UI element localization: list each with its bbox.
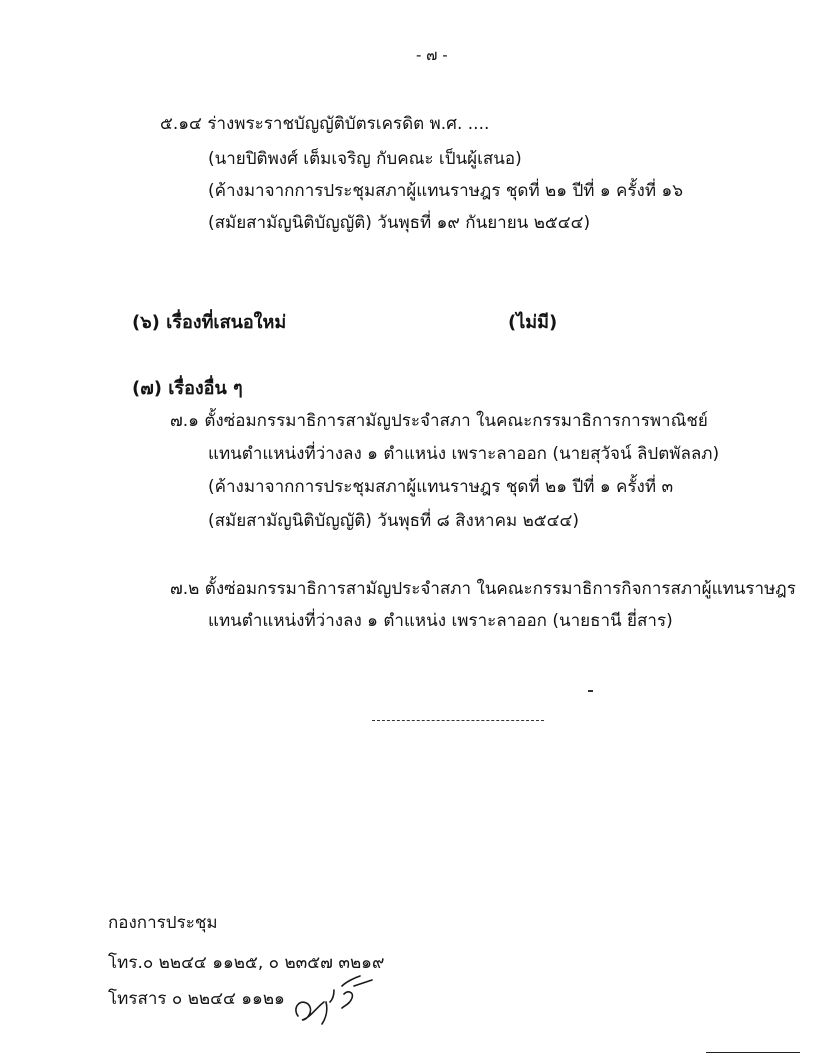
separator-line [372,720,544,721]
item-5-14-proposer: (นายปิติพงศ์ เต็มเจริญ กับคณะ เป็นผู้เสนอ) [208,149,522,169]
item-7-2-title: ๗.๒ ตั้งซ่อมกรรมาธิการสามัญประจำสภา ในคณะกรรมาธิการกิจการสภาผู้แทนราษฎร [170,579,796,599]
scan-speck [588,690,593,692]
handwritten-initials [290,968,380,1038]
footer-fax: โทรสาร ๐ ๒๒๔๔ ๑๑๒๑ [108,989,285,1009]
item-7-2-vacancy: แทนตำแหน่งที่ว่างลง ๑ ตำแหน่ง เพราะลาออก (นายธานี ยี่สาร) [208,611,673,631]
item-5-14-title: ๕.๑๔ ร่างพระราชบัญญัติบัตรเครดิต พ.ศ. .... [160,114,490,134]
item-7-1-vacancy: แทนตำแหน่งที่ว่างลง ๑ ตำแหน่ง เพราะลาออก (นายสุวัจน์ ลิปตพัลลภ) [208,444,720,464]
footer-phone: โทร.๐ ๒๒๔๔ ๑๑๒๕, ๐ ๒๓๕๗ ๓๒๑๙ [108,953,385,973]
item-7-1-session-date: (สมัยสามัญนิติบัญญัติ) วันพุธที่ ๘ สิงหาคม ๒๕๔๔) [208,511,580,531]
item-5-14-session-date: (สมัยสามัญนิติบัญญัติ) วันพุธที่ ๑๙ กันยายน ๒๕๔๔) [208,213,591,233]
footer-office: กองการประชุม [108,913,218,933]
item-5-14-pending-note: (ค้างมาจากการประชุมสภาผู้แทนราษฎร ชุดที่ ๒๑ ปีที่ ๑ ครั้งที่ ๑๖ [208,181,684,201]
page-number: - ๗ - [416,46,448,64]
section-6-status: (ไม่มี) [508,312,558,333]
item-7-1-pending-note: (ค้างมาจากการประชุมสภาผู้แทนราษฎร ชุดที่ ๒๑ ปีที่ ๑ ครั้งที่ ๓ [208,477,674,497]
item-7-1-title: ๗.๑ ตั้งซ่อมกรรมาธิการสามัญประจำสภา ในคณะกรรมาธิการการพาณิชย์ [170,411,708,431]
section-7-heading: (๗) เรื่องอื่น ๆ [132,378,243,399]
bottom-edge-line [706,1052,800,1053]
section-6-heading: (๖) เรื่องที่เสนอใหม่ [132,312,287,333]
